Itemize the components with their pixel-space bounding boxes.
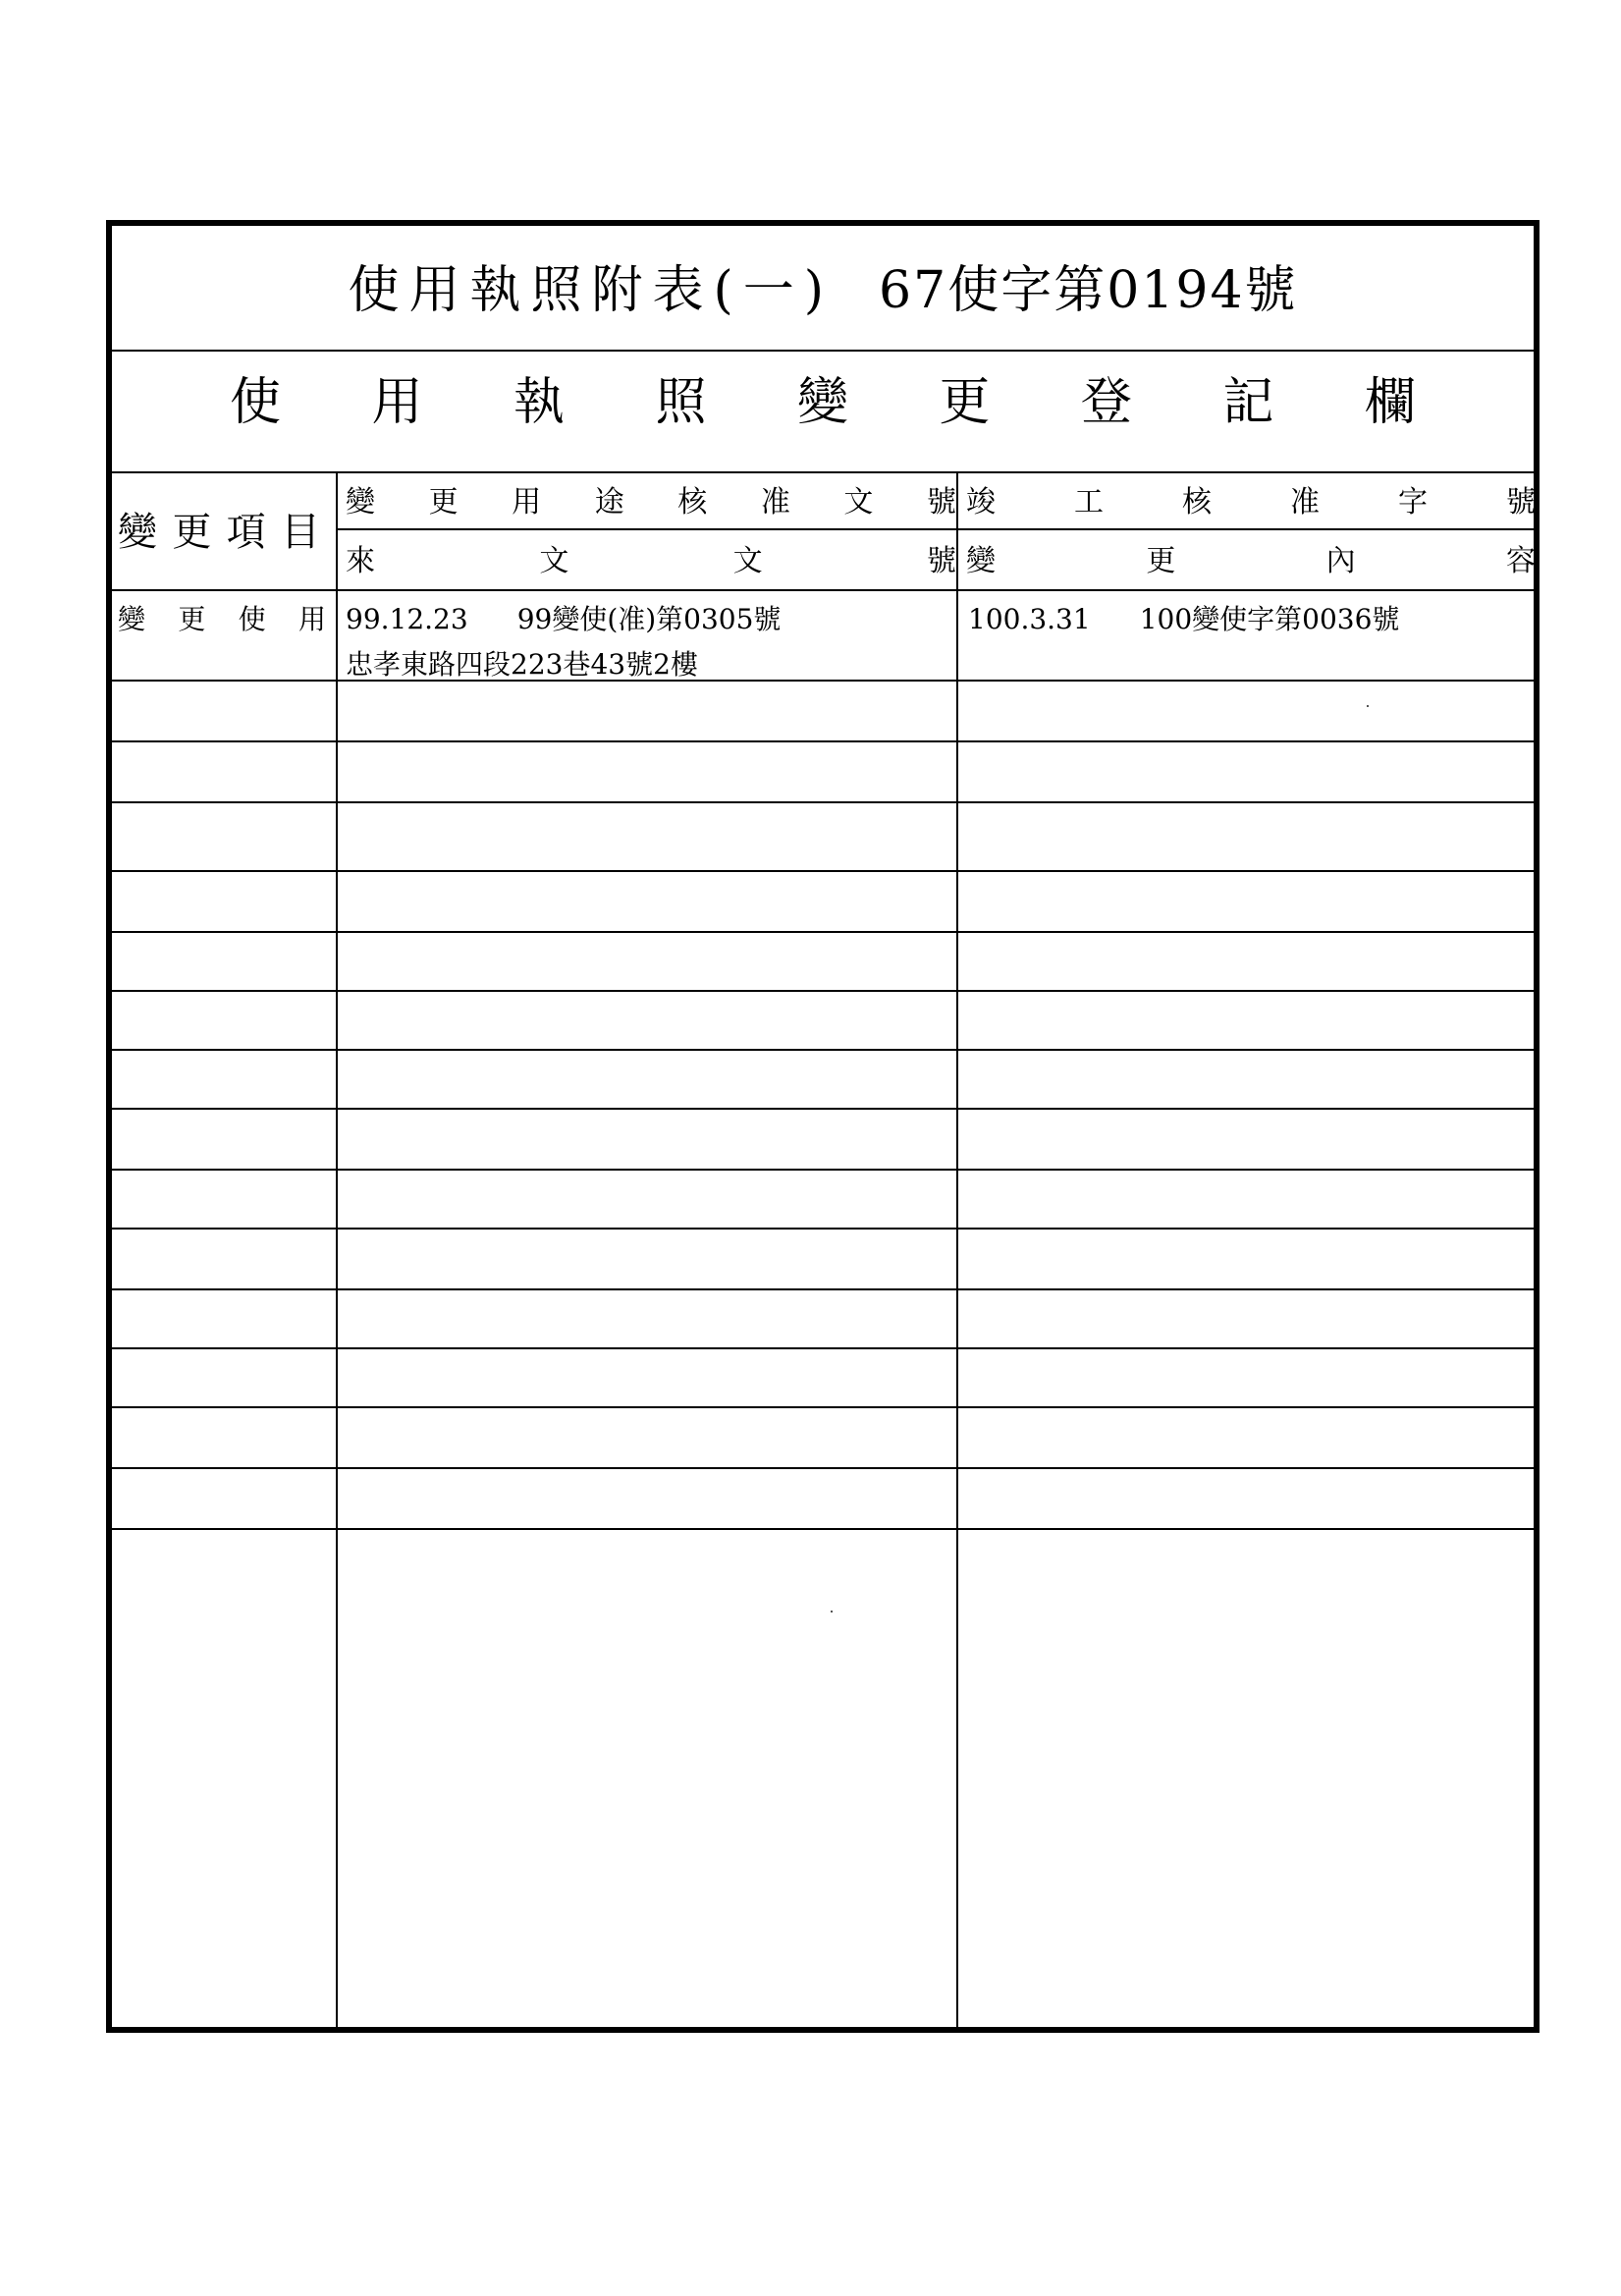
header-char: 准 — [1290, 485, 1320, 519]
header-char: 號 — [1506, 485, 1536, 519]
subtitle-char: 記 — [1222, 373, 1274, 432]
header-char: 文 — [732, 544, 763, 578]
subtitle-char: 登 — [1080, 373, 1132, 432]
subtitle-char: 更 — [939, 373, 991, 432]
row-line — [112, 1467, 1534, 1469]
header-char: 工 — [1074, 485, 1104, 519]
header-char: 容 — [1505, 544, 1536, 578]
row-line — [112, 1108, 1534, 1110]
entry-completion — [968, 597, 1399, 642]
entry-item-char: 變 — [118, 603, 146, 635]
entry-approval-number: 99變使(准)第0305號 — [516, 603, 782, 635]
form-title — [112, 251, 1534, 330]
row-line — [112, 990, 1534, 992]
row-line — [112, 1528, 1534, 1530]
header-char: 來 — [346, 544, 375, 578]
row-line — [112, 740, 1534, 742]
entry-approval — [346, 597, 781, 642]
row-line — [112, 1228, 1534, 1230]
change-item-header-char: 項 — [226, 510, 270, 555]
header-char: 核 — [1182, 485, 1212, 519]
change-content-header — [966, 536, 1536, 587]
entry-completion-number: 100變使字第0036號 — [1139, 603, 1400, 635]
header-char: 更 — [1146, 544, 1176, 578]
row-line — [112, 680, 1534, 682]
form-subtitle — [230, 363, 1416, 442]
subtitle-char: 照 — [655, 373, 707, 432]
header-bottom-line — [112, 589, 1534, 591]
column-divider-1 — [336, 471, 338, 2027]
usage-license-change-form — [106, 220, 1540, 2033]
header-char: 文 — [843, 485, 874, 519]
change-item-header — [118, 487, 324, 577]
header-char: 用 — [512, 485, 542, 519]
change-item-header-char: 目 — [280, 510, 324, 555]
row-line — [112, 1347, 1534, 1349]
header-char: 竣 — [966, 485, 996, 519]
subtitle-char: 變 — [796, 373, 848, 432]
header-char: 號 — [926, 544, 956, 578]
entry-change-item — [118, 597, 326, 642]
header-char: 更 — [428, 485, 459, 519]
divider — [112, 350, 1534, 352]
form-title-prefix: 使用執照附表(一) — [348, 261, 835, 320]
column-divider-2 — [956, 471, 958, 2027]
header-subdivider — [336, 528, 1534, 530]
entry-approval-date: 99.12.23 — [346, 603, 468, 635]
row-line — [112, 1406, 1534, 1408]
change-item-header-char: 變 — [118, 510, 161, 555]
subtitle-char: 執 — [513, 373, 565, 432]
row-line — [112, 870, 1534, 872]
entry-item-char: 用 — [297, 603, 326, 635]
entry-address: 忠孝東路四段223巷43號2樓 — [346, 648, 698, 681]
row-line — [112, 1049, 1534, 1051]
entry-item-char: 更 — [178, 603, 206, 635]
header-char: 核 — [677, 485, 708, 519]
change-use-approval-header — [346, 477, 956, 528]
change-item-header-char: 更 — [172, 510, 216, 555]
header-char: 號 — [926, 485, 956, 519]
header-char: 字 — [1398, 485, 1428, 519]
row-line — [112, 1169, 1534, 1171]
license-number: 67使字第0194號 — [879, 261, 1298, 320]
subtitle-char: 欄 — [1364, 373, 1416, 432]
incoming-doc-header — [346, 536, 956, 587]
header-char: 准 — [760, 485, 790, 519]
scan-speck — [1367, 705, 1369, 707]
subtitle-char: 用 — [371, 373, 423, 432]
header-char: 內 — [1325, 544, 1356, 578]
header-char: 變 — [966, 544, 996, 578]
header-char: 途 — [594, 485, 624, 519]
row-line — [112, 1288, 1534, 1290]
row-line — [112, 801, 1534, 803]
subtitle-char: 使 — [230, 373, 282, 432]
header-char: 文 — [539, 544, 569, 578]
divider — [112, 471, 1534, 473]
entry-item-char: 使 — [238, 603, 266, 635]
entry-completion-date: 100.3.31 — [968, 603, 1091, 635]
row-line — [112, 931, 1534, 933]
scan-speck — [831, 1611, 833, 1613]
completion-approval-header — [966, 477, 1536, 528]
header-char: 變 — [346, 485, 375, 519]
